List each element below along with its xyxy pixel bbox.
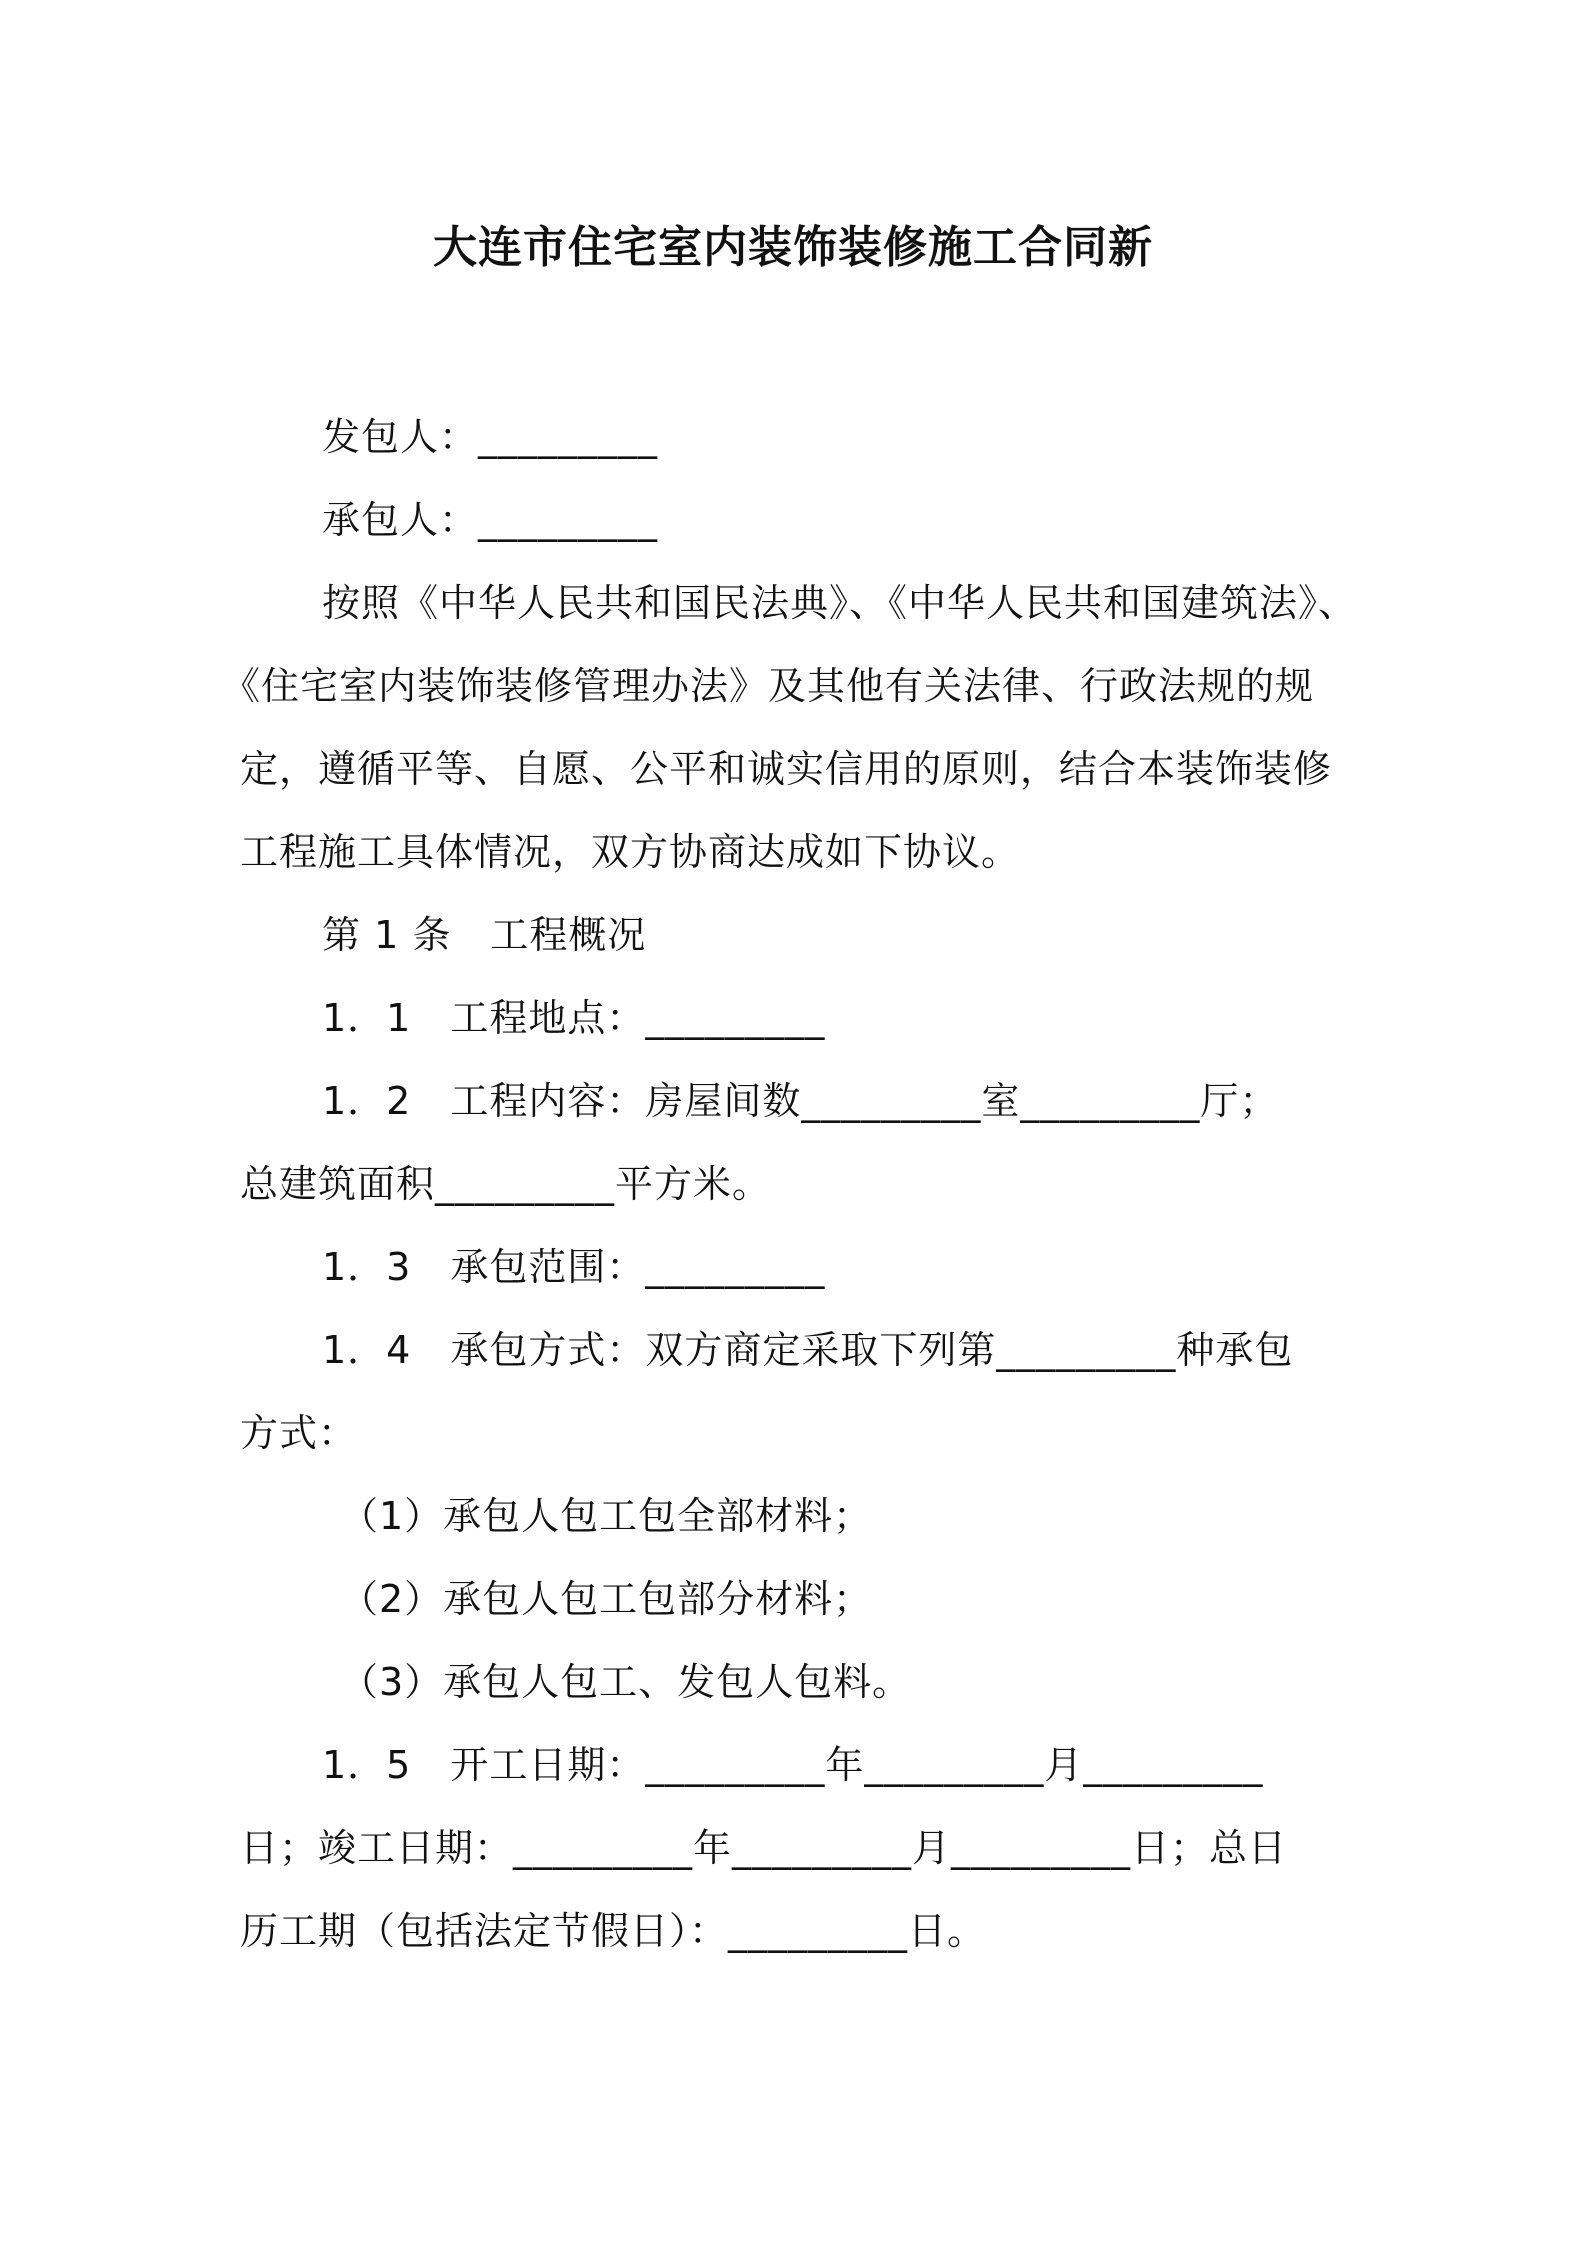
clause-1-4-line-1: 1．4 承包方式：双方商定采取下列第_________种承包 [322, 1328, 1294, 1372]
clause-1-5-line-3: 历工期（包括法定节假日）：_________日。 [240, 1909, 987, 1953]
clause-1-1: 1．1 工程地点：_________ [322, 996, 826, 1040]
clause-1-2-line-1: 1．2 工程内容：房屋间数_________室_________厅； [322, 1079, 1279, 1123]
document-title: 大连市住宅室内装饰装修施工合同新 [433, 222, 1153, 273]
party-a-line: 发包人：_________ [322, 415, 659, 459]
party-b-line: 承包人：_________ [322, 498, 659, 542]
clause-1-3: 1．3 承包范围：_________ [322, 1245, 826, 1289]
clause-1-5-line-2: 日；竣工日期：_________年_________月_________日；总日 [240, 1826, 1288, 1870]
clause-1-5-line-1: 1．5 开工日期：_________年_________月_________ [322, 1743, 1264, 1787]
preamble-line-1: 按照《中华人民共和国民法典》、《中华人民共和国建筑法》、 [322, 581, 1358, 625]
option-1: （1）承包人包工包全部材料； [340, 1494, 873, 1538]
option-3: （3）承包人包工、发包人包料。 [340, 1660, 912, 1704]
preamble-line-4: 工程施工具体情况，双方协商达成如下协议。 [240, 830, 1021, 874]
preamble-line-2: 《住宅室内装饰装修管理办法》及其他有关法律、行政法规的规 [222, 664, 1315, 708]
option-2: （2）承包人包工包部分材料； [340, 1577, 873, 1621]
preamble-line-3: 定，遵循平等、自愿、公平和诚实信用的原则，结合本装饰装修 [240, 747, 1333, 791]
clause-1-4-line-2: 方式： [240, 1411, 358, 1455]
clause-1-2-line-2: 总建筑面积_________平方米。 [240, 1162, 772, 1206]
article-1-heading: 第 1 条 工程概况 [322, 913, 647, 957]
